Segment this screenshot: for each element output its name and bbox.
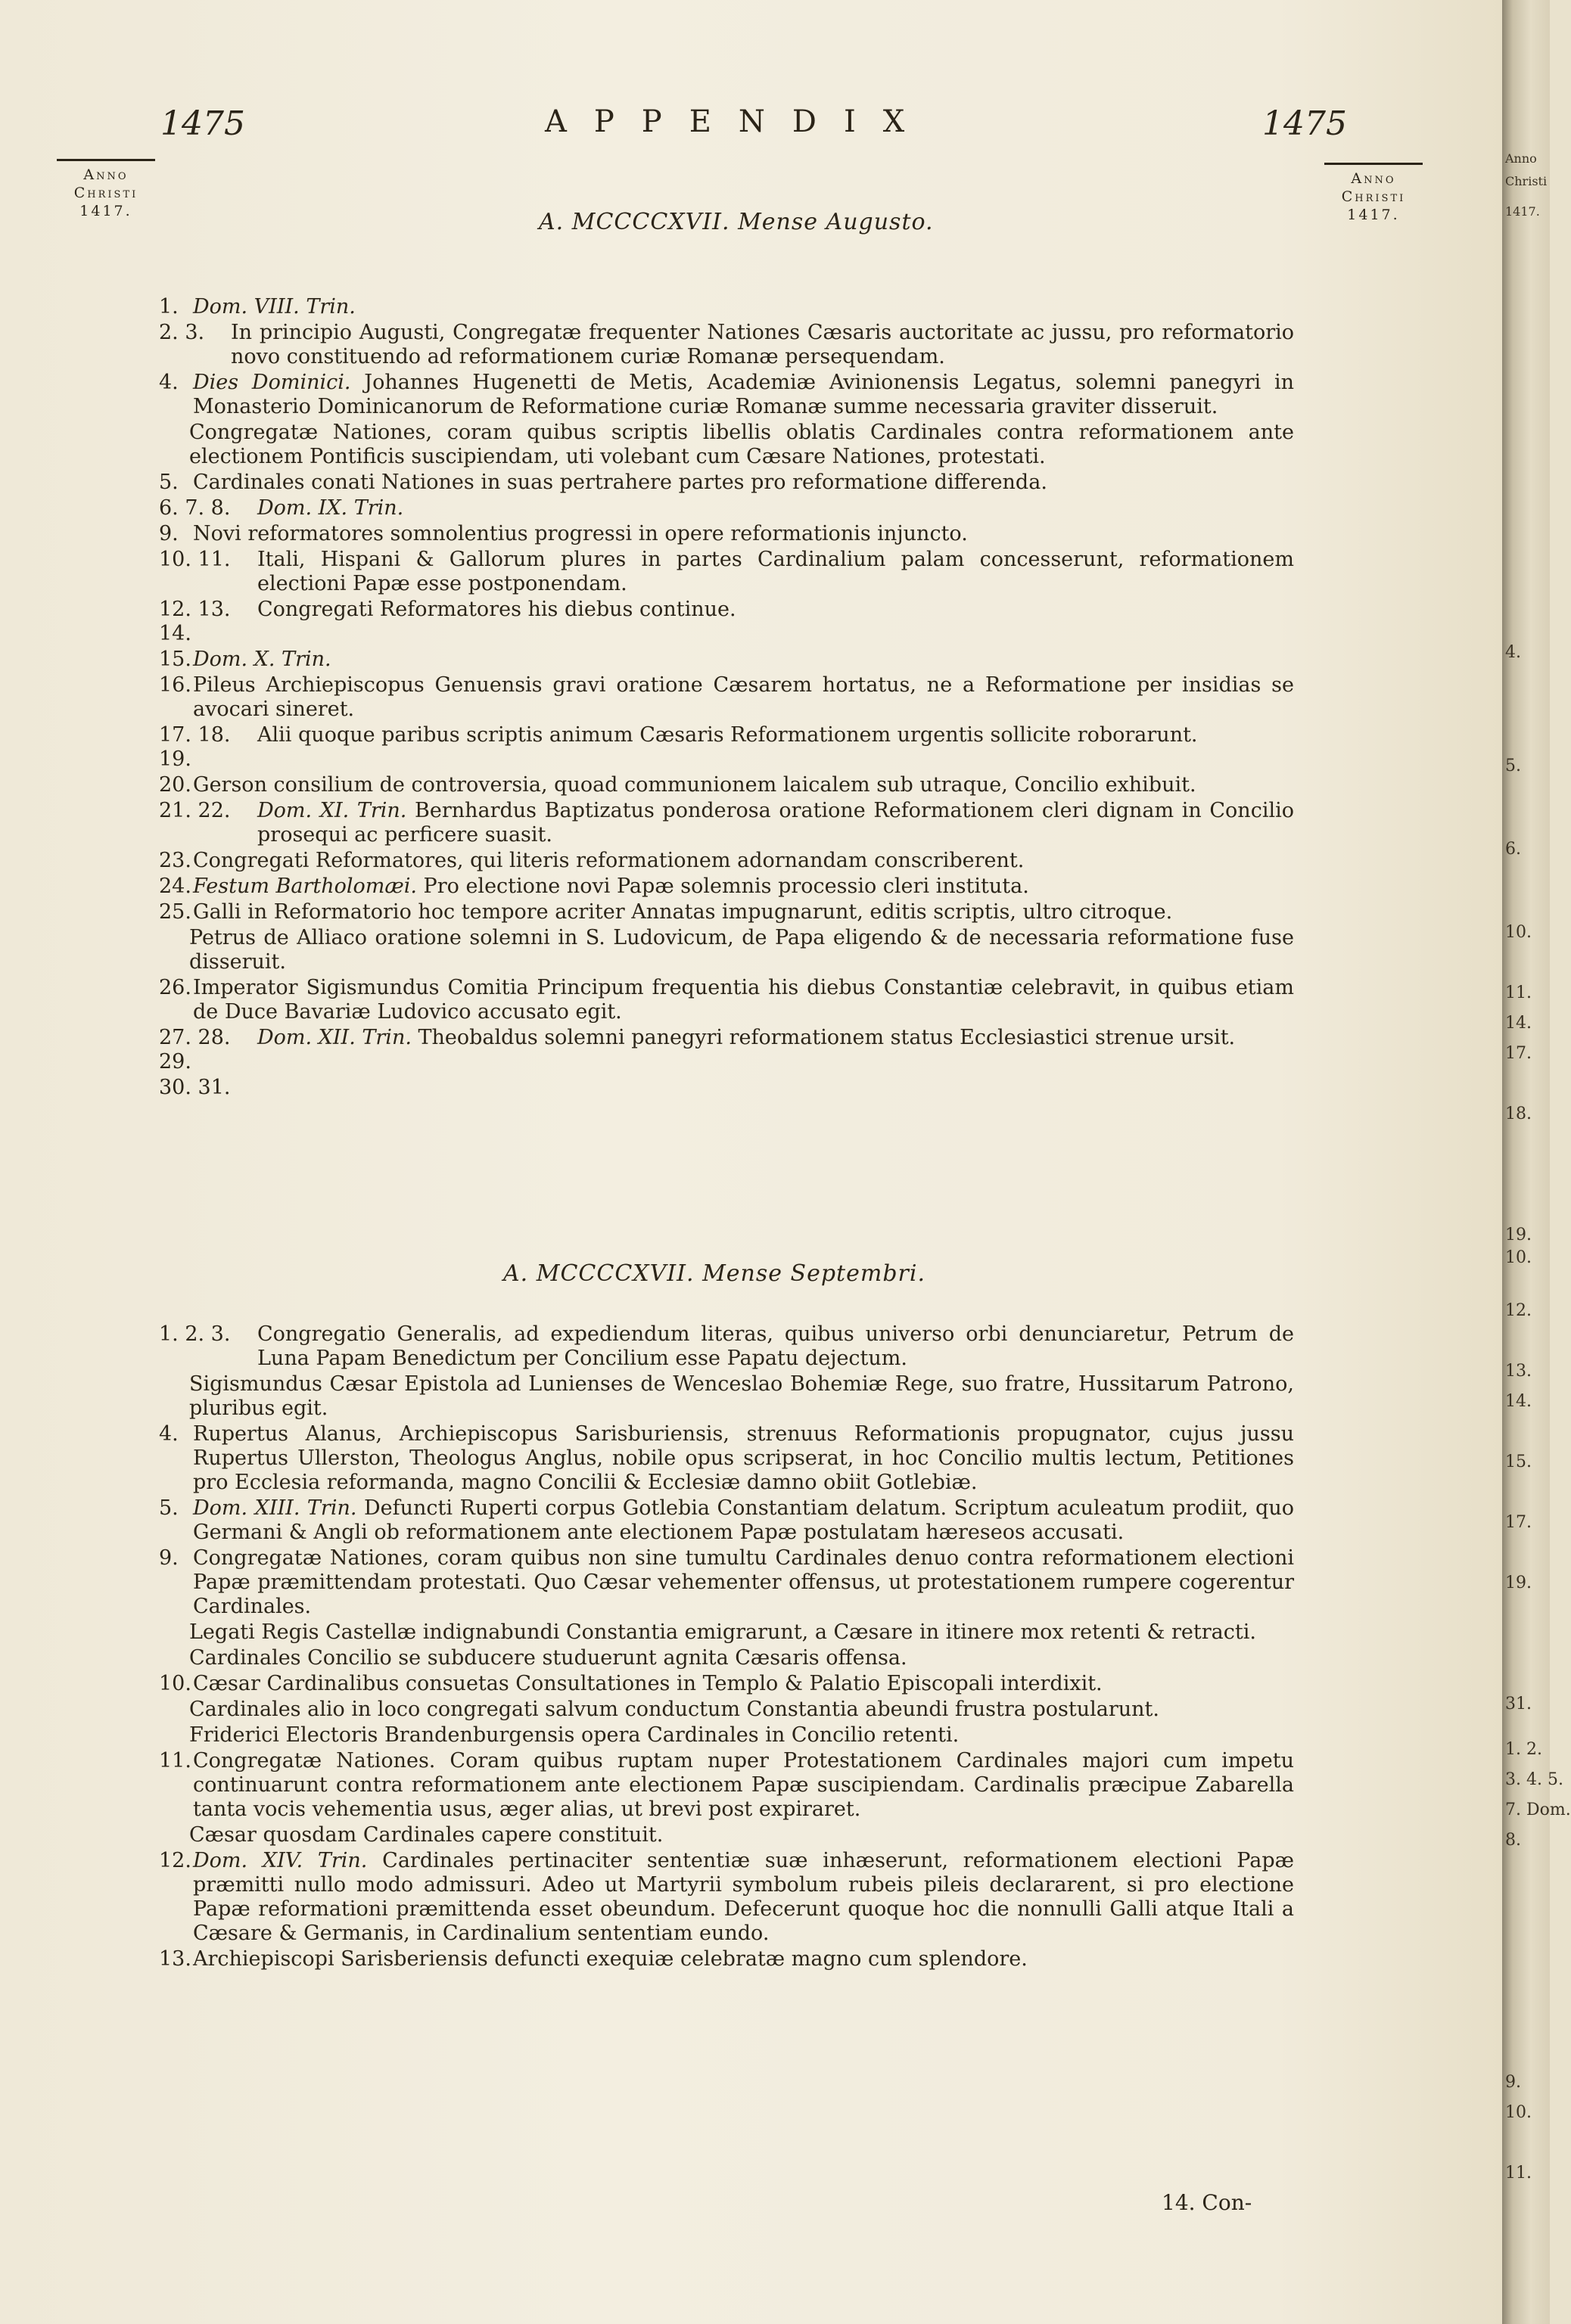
entry-text: Congregatæ Nationes, coram quibus scriptis libellis oblatis Cardinales contra reformationem ante electionem Pontificis suscipiendam, uti volebant cum Cæsare Nationes, protestati. xyxy=(189,421,1294,468)
day-entry xyxy=(159,773,1294,797)
entry-day: 10. xyxy=(159,1672,191,1695)
entry-text: Cæsar Cardinalibus consuetas Consultationes in Templo & Palatio Episcopali interdixit. xyxy=(193,1672,1103,1695)
page-header xyxy=(151,104,1347,150)
day-entry xyxy=(159,1849,1294,1946)
facing-page-fragment: Christi xyxy=(1505,174,1548,188)
entry-label: Dom. IX. Trin. xyxy=(257,496,404,520)
entry-body xyxy=(257,598,1294,622)
entry-day: 26. xyxy=(159,976,191,999)
entry-label: Dom. XII. Trin. xyxy=(257,1026,412,1049)
day-entry xyxy=(159,471,1294,495)
entry-day: 25. xyxy=(159,900,191,924)
day-entry xyxy=(159,1076,1294,1100)
entry-text: Pileus Archiepiscopus Genuensis gravi oratione Cæsarem hortatus, ne a Reformatione per insidias se avocari sineret. xyxy=(193,673,1294,721)
entry-body xyxy=(193,1849,1294,1946)
margin-anno: Anno xyxy=(1351,170,1396,187)
entry-day: 12. 13. 14. xyxy=(159,598,231,645)
margin-year-left xyxy=(53,159,159,220)
entry-paragraph xyxy=(159,421,1294,469)
entry-paragraph xyxy=(159,1372,1294,1421)
entry-body xyxy=(193,875,1294,899)
entry-day: 30. 31. xyxy=(159,1076,231,1099)
entry-day: 11. xyxy=(159,1749,191,1773)
entry-body xyxy=(257,496,1294,520)
day-entry xyxy=(159,598,1294,646)
month-heading-september: A. MCCCCXVII. Mense Septembri. xyxy=(503,1260,925,1287)
entry-label: Dies Dominici. xyxy=(193,371,351,394)
day-entry xyxy=(159,496,1294,520)
page-number-right: 1475 xyxy=(1262,104,1347,143)
entry-label: Dom. X. Trin. xyxy=(193,648,331,671)
entry-day: 1. 2. 3. xyxy=(159,1322,231,1346)
entry-body xyxy=(193,1496,1294,1545)
facing-page-fragment: Anno xyxy=(1505,151,1537,166)
entry-text: Pro electione novi Papæ solemnis processio cleri instituta. xyxy=(423,875,1029,898)
entry-body xyxy=(193,673,1294,722)
entry-paragraph xyxy=(159,926,1294,974)
entry-day: 20. xyxy=(159,773,191,797)
day-entry xyxy=(159,875,1294,899)
entry-text: Cardinales alio in loco congregati salvum conductum Constantia abeundi frustra postularunt. xyxy=(189,1698,1159,1721)
entry-day: 2. 3. xyxy=(159,321,205,344)
facing-page-fragment: 5. xyxy=(1505,757,1521,775)
day-entry xyxy=(159,1026,1294,1074)
entry-day: 4. xyxy=(159,371,179,394)
facing-page-fragment: 10. xyxy=(1505,1248,1532,1267)
facing-page-fragment: 11. xyxy=(1505,983,1532,1002)
entry-day: 23. xyxy=(159,849,191,872)
facing-page-fragment: 1. 2. xyxy=(1505,1740,1542,1759)
entry-text: Friderici Electoris Brandenburgensis opera Cardinales in Concilio retenti. xyxy=(189,1723,960,1747)
day-entry xyxy=(159,371,1294,419)
day-entry xyxy=(159,1672,1294,1696)
entry-paragraph xyxy=(159,1646,1294,1670)
september-entries xyxy=(159,1322,1294,1973)
entry-body xyxy=(257,1322,1294,1371)
entry-day: 12. xyxy=(159,1849,191,1872)
facing-page-fragment: 19. xyxy=(1505,1226,1532,1244)
entry-paragraph xyxy=(159,1823,1294,1847)
entry-text: Petrus de Alliaco oratione solemni in S. Ludovicum, de Papa eligendo & de necessaria reformatione fuse disseruit. xyxy=(189,926,1294,974)
entry-body xyxy=(193,471,1294,495)
day-entry xyxy=(159,1947,1294,1971)
entry-day: 9. xyxy=(159,1546,179,1570)
entry-body xyxy=(193,1947,1294,1971)
entry-label: Dom. XI. Trin. xyxy=(257,799,407,822)
facing-page-fragment: 10. xyxy=(1505,923,1532,942)
entry-body xyxy=(193,1749,1294,1822)
entry-body xyxy=(193,1422,1294,1495)
facing-page-edge xyxy=(1502,0,1571,2324)
entry-paragraph xyxy=(159,1698,1294,1722)
entry-body xyxy=(193,900,1294,924)
margin-christi: Christi xyxy=(1341,188,1406,205)
margin-year: 1417. xyxy=(79,203,132,219)
margin-christi: Christi xyxy=(73,185,138,201)
facing-page-fragment: 6. xyxy=(1505,840,1521,859)
day-entry xyxy=(159,548,1294,596)
entry-text: Rupertus Alanus, Archiepiscopus Sarisburiensis, strenuus Reformationis propugnator, cujus jussu Rupertus Ullerston, Theologus Anglus, nobile opus scripserat, in hoc Concilio multis lectum, Petitiones pro Ecclesia reformanda, magno Concilii & Ecclesiæ damno obiit Gotlebiæ. xyxy=(193,1422,1294,1494)
entry-label: Dom. XIV. Trin. xyxy=(193,1849,368,1872)
facing-page-fragment: 17. xyxy=(1505,1044,1532,1063)
facing-page-fragment: 1417. xyxy=(1505,204,1540,219)
page-number-left: 1475 xyxy=(160,104,245,143)
day-entry xyxy=(159,1749,1294,1822)
month-heading-august: A. MCCCCXVII. Mense Augusto. xyxy=(539,209,934,235)
entry-body xyxy=(193,976,1294,1024)
facing-page-fragment: 13. xyxy=(1505,1362,1532,1381)
facing-page-fragment: 11. xyxy=(1505,2164,1532,2183)
entry-body xyxy=(257,1026,1294,1050)
facing-page-fragment: 31. xyxy=(1505,1695,1532,1713)
entry-text: Cardinales pertinaciter sententiæ suæ inhæserunt, reformationem electioni Papæ præmitti nullo modo admissuri. Adeo ut Martyrii symbolum rubeis pileis declararent, si pro electione Papæ reformationi præmittenda esset obeundum. Defecerunt quoque hoc die nonnulli Galli atque Itali a Cæsare & Germanis, in Cardinalium sententiam eundo. xyxy=(193,1849,1294,1945)
margin-anno: Anno xyxy=(83,166,129,183)
entry-text: Theobaldus solemni panegyri reformationem status Ecclesiastici strenue ursit. xyxy=(418,1026,1236,1049)
day-entry xyxy=(159,321,1294,369)
entry-text: Alii quoque paribus scriptis animum Cæsaris Reformationem urgentis sollicite roborarunt. xyxy=(257,723,1198,747)
entry-body xyxy=(193,522,1294,546)
entry-body xyxy=(257,799,1294,847)
entry-day: 27. 28. 29. xyxy=(159,1026,231,1073)
entry-day: 5. xyxy=(159,471,179,494)
entry-text: Cardinales Concilio se subducere studuerunt agnita Cæsaris offensa. xyxy=(189,1646,907,1670)
entry-day: 6. 7. 8. xyxy=(159,496,231,520)
entry-body xyxy=(193,371,1294,419)
entry-text: Novi reformatores somnolentius progressi in opere reformationis injuncto. xyxy=(193,522,968,545)
entry-text: Legati Regis Castellæ indignabundi Constantia emigrarunt, a Cæsare in itinere mox retenti & retracti. xyxy=(189,1620,1256,1644)
day-entry xyxy=(159,1496,1294,1545)
entry-body xyxy=(193,773,1294,797)
facing-page-fragment: 10. xyxy=(1505,2103,1532,2122)
entry-body xyxy=(257,548,1294,596)
entry-text: Johannes Hugenetti de Metis, Academiæ Avinionensis Legatus, solemni panegyri in Monasterio Dominicanorum de Reformatione curiæ Romanæ summe necessaria graviter disseruit. xyxy=(193,371,1294,418)
entry-text: Imperator Sigismundus Comitia Principum frequentia his diebus Constantiæ celebravit, in quibus etiam de Duce Bavariæ Ludovico accusato egit. xyxy=(193,976,1294,1024)
entry-text: Itali, Hispani & Gallorum plures in partes Cardinalium palam concesserunt, reformationem electioni Papæ esse postponendam. xyxy=(257,548,1294,595)
entry-day: 13. xyxy=(159,1947,191,1971)
entry-day: 10. 11. xyxy=(159,548,231,571)
day-entry xyxy=(159,1322,1294,1371)
day-entry xyxy=(159,900,1294,924)
entry-body xyxy=(231,321,1294,369)
day-entry xyxy=(159,799,1294,847)
entry-body xyxy=(193,295,1294,319)
day-entry xyxy=(159,976,1294,1024)
entry-body xyxy=(193,648,1294,672)
entry-text: Defuncti Ruperti corpus Gotlebia Constantiam delatum. Scriptum aculeatum prodiit, quo Germani & Angli ob reformationem ante electionem Papæ postulatam hæreseos accusati. xyxy=(193,1496,1294,1544)
entry-text: Congregati Reformatores, qui literis reformationem adornandam conscriberent. xyxy=(193,849,1025,872)
entry-text: Congregati Reformatores his diebus continue. xyxy=(257,598,736,621)
facing-page-fragment: 8. xyxy=(1505,1831,1521,1850)
entry-text: Gerson consilium de controversia, quoad communionem laicalem sub utraque, Concilio exhibuit. xyxy=(193,773,1196,797)
facing-page-fragment: 15. xyxy=(1505,1452,1532,1471)
catchword: 14. Con- xyxy=(1162,2190,1252,2215)
facing-page-fragment: 9. xyxy=(1505,2073,1521,2092)
entry-body xyxy=(257,723,1294,747)
entry-label: Dom. VIII. Trin. xyxy=(193,295,356,318)
entry-text: Cæsar quosdam Cardinales capere constituit. xyxy=(189,1823,664,1847)
facing-page-fragment: 14. xyxy=(1505,1014,1532,1033)
facing-page-fragment: 14. xyxy=(1505,1392,1532,1411)
facing-page-fragment: 19. xyxy=(1505,1574,1532,1592)
margin-year-right xyxy=(1321,163,1426,224)
entry-paragraph xyxy=(159,1723,1294,1748)
entry-day: 1. xyxy=(159,295,179,318)
facing-page-fragment: 3. 4. 5. xyxy=(1505,1770,1563,1789)
entry-text: Congregatio Generalis, ad expediendum literas, quibus universo orbi denunciaretur, Petrum de Luna Papam Benedictum per Concilium esse Papatu dejectum. xyxy=(257,1322,1294,1370)
day-entry xyxy=(159,522,1294,546)
margin-rule xyxy=(1324,163,1423,165)
august-entries xyxy=(159,295,1294,1101)
facing-page-fragment: 17. xyxy=(1505,1513,1532,1532)
entry-body xyxy=(193,1672,1294,1696)
facing-page-fragment: 12. xyxy=(1505,1301,1532,1320)
running-title: APPENDIX xyxy=(545,104,932,139)
entry-text: In principio Augusti, Congregatæ frequenter Nationes Cæsaris auctoritate ac jussu, pro reformatorio novo constituendo ad reformationem curiæ Romanæ persequendam. xyxy=(231,321,1294,368)
facing-page-fragment: 18. xyxy=(1505,1105,1532,1123)
entry-day: 4. xyxy=(159,1422,179,1446)
entry-day: 16. xyxy=(159,673,191,697)
entry-text: Galli in Reformatorio hoc tempore acriter Annatas impugnarunt, editis scriptis, ultro citroque. xyxy=(193,900,1173,924)
facing-page-fragment: 7. Dom. xyxy=(1505,1800,1571,1819)
entry-paragraph xyxy=(159,1620,1294,1645)
entry-body xyxy=(193,1546,1294,1619)
entry-day: 5. xyxy=(159,1496,179,1520)
entry-day: 15. xyxy=(159,648,191,671)
entry-day: 24. xyxy=(159,875,191,898)
entry-text: Archiepiscopi Sarisberiensis defuncti exequiæ celebratæ magno cum splendore. xyxy=(193,1947,1028,1971)
entry-text: Cardinales conati Nationes in suas pertrahere partes pro reformatione differenda. xyxy=(193,471,1047,494)
entry-text: Congregatæ Nationes, coram quibus non sine tumultu Cardinales denuo contra reformationem electioni Papæ præmittendam protestati. Quo Cæsar vehementer offensus, ut protestationem rumpere cogerentur Cardinales. xyxy=(193,1546,1294,1618)
entry-text: Congregatæ Nationes. Coram quibus ruptam nuper Protestationem Cardinales majori cum impetu continuarunt contra reformationem ante electionem Papæ suscipiendam. Cardinalis præcipue Zabarella tanta vocis vehementia usus, æger alias, ut brevi post expiraret. xyxy=(193,1749,1294,1821)
day-entry xyxy=(159,723,1294,772)
day-entry xyxy=(159,648,1294,672)
entry-label: Dom. XIII. Trin. xyxy=(193,1496,357,1520)
entry-body xyxy=(193,849,1294,873)
entry-label: Festum Bartholomæi. xyxy=(193,875,417,898)
day-entry xyxy=(159,849,1294,873)
day-entry xyxy=(159,673,1294,722)
entry-day: 9. xyxy=(159,522,179,545)
margin-rule xyxy=(57,159,155,161)
day-entry xyxy=(159,1422,1294,1495)
entry-text: Sigismundus Cæsar Epistola ad Lunienses de Wenceslao Bohemiæ Rege, suo fratre, Hussitarum Patrono, pluribus egit. xyxy=(189,1372,1294,1420)
entry-day: 17. 18. 19. xyxy=(159,723,231,771)
entry-text: Bernhardus Baptizatus ponderosa oratione Reformationem cleri dignam in Concilio prosequi ac perficere suasit. xyxy=(257,799,1294,847)
facing-page-fragment: 4. xyxy=(1505,643,1521,662)
day-entry xyxy=(159,295,1294,319)
entry-day: 21. 22. xyxy=(159,799,231,822)
day-entry xyxy=(159,1546,1294,1619)
margin-year: 1417. xyxy=(1347,207,1400,223)
